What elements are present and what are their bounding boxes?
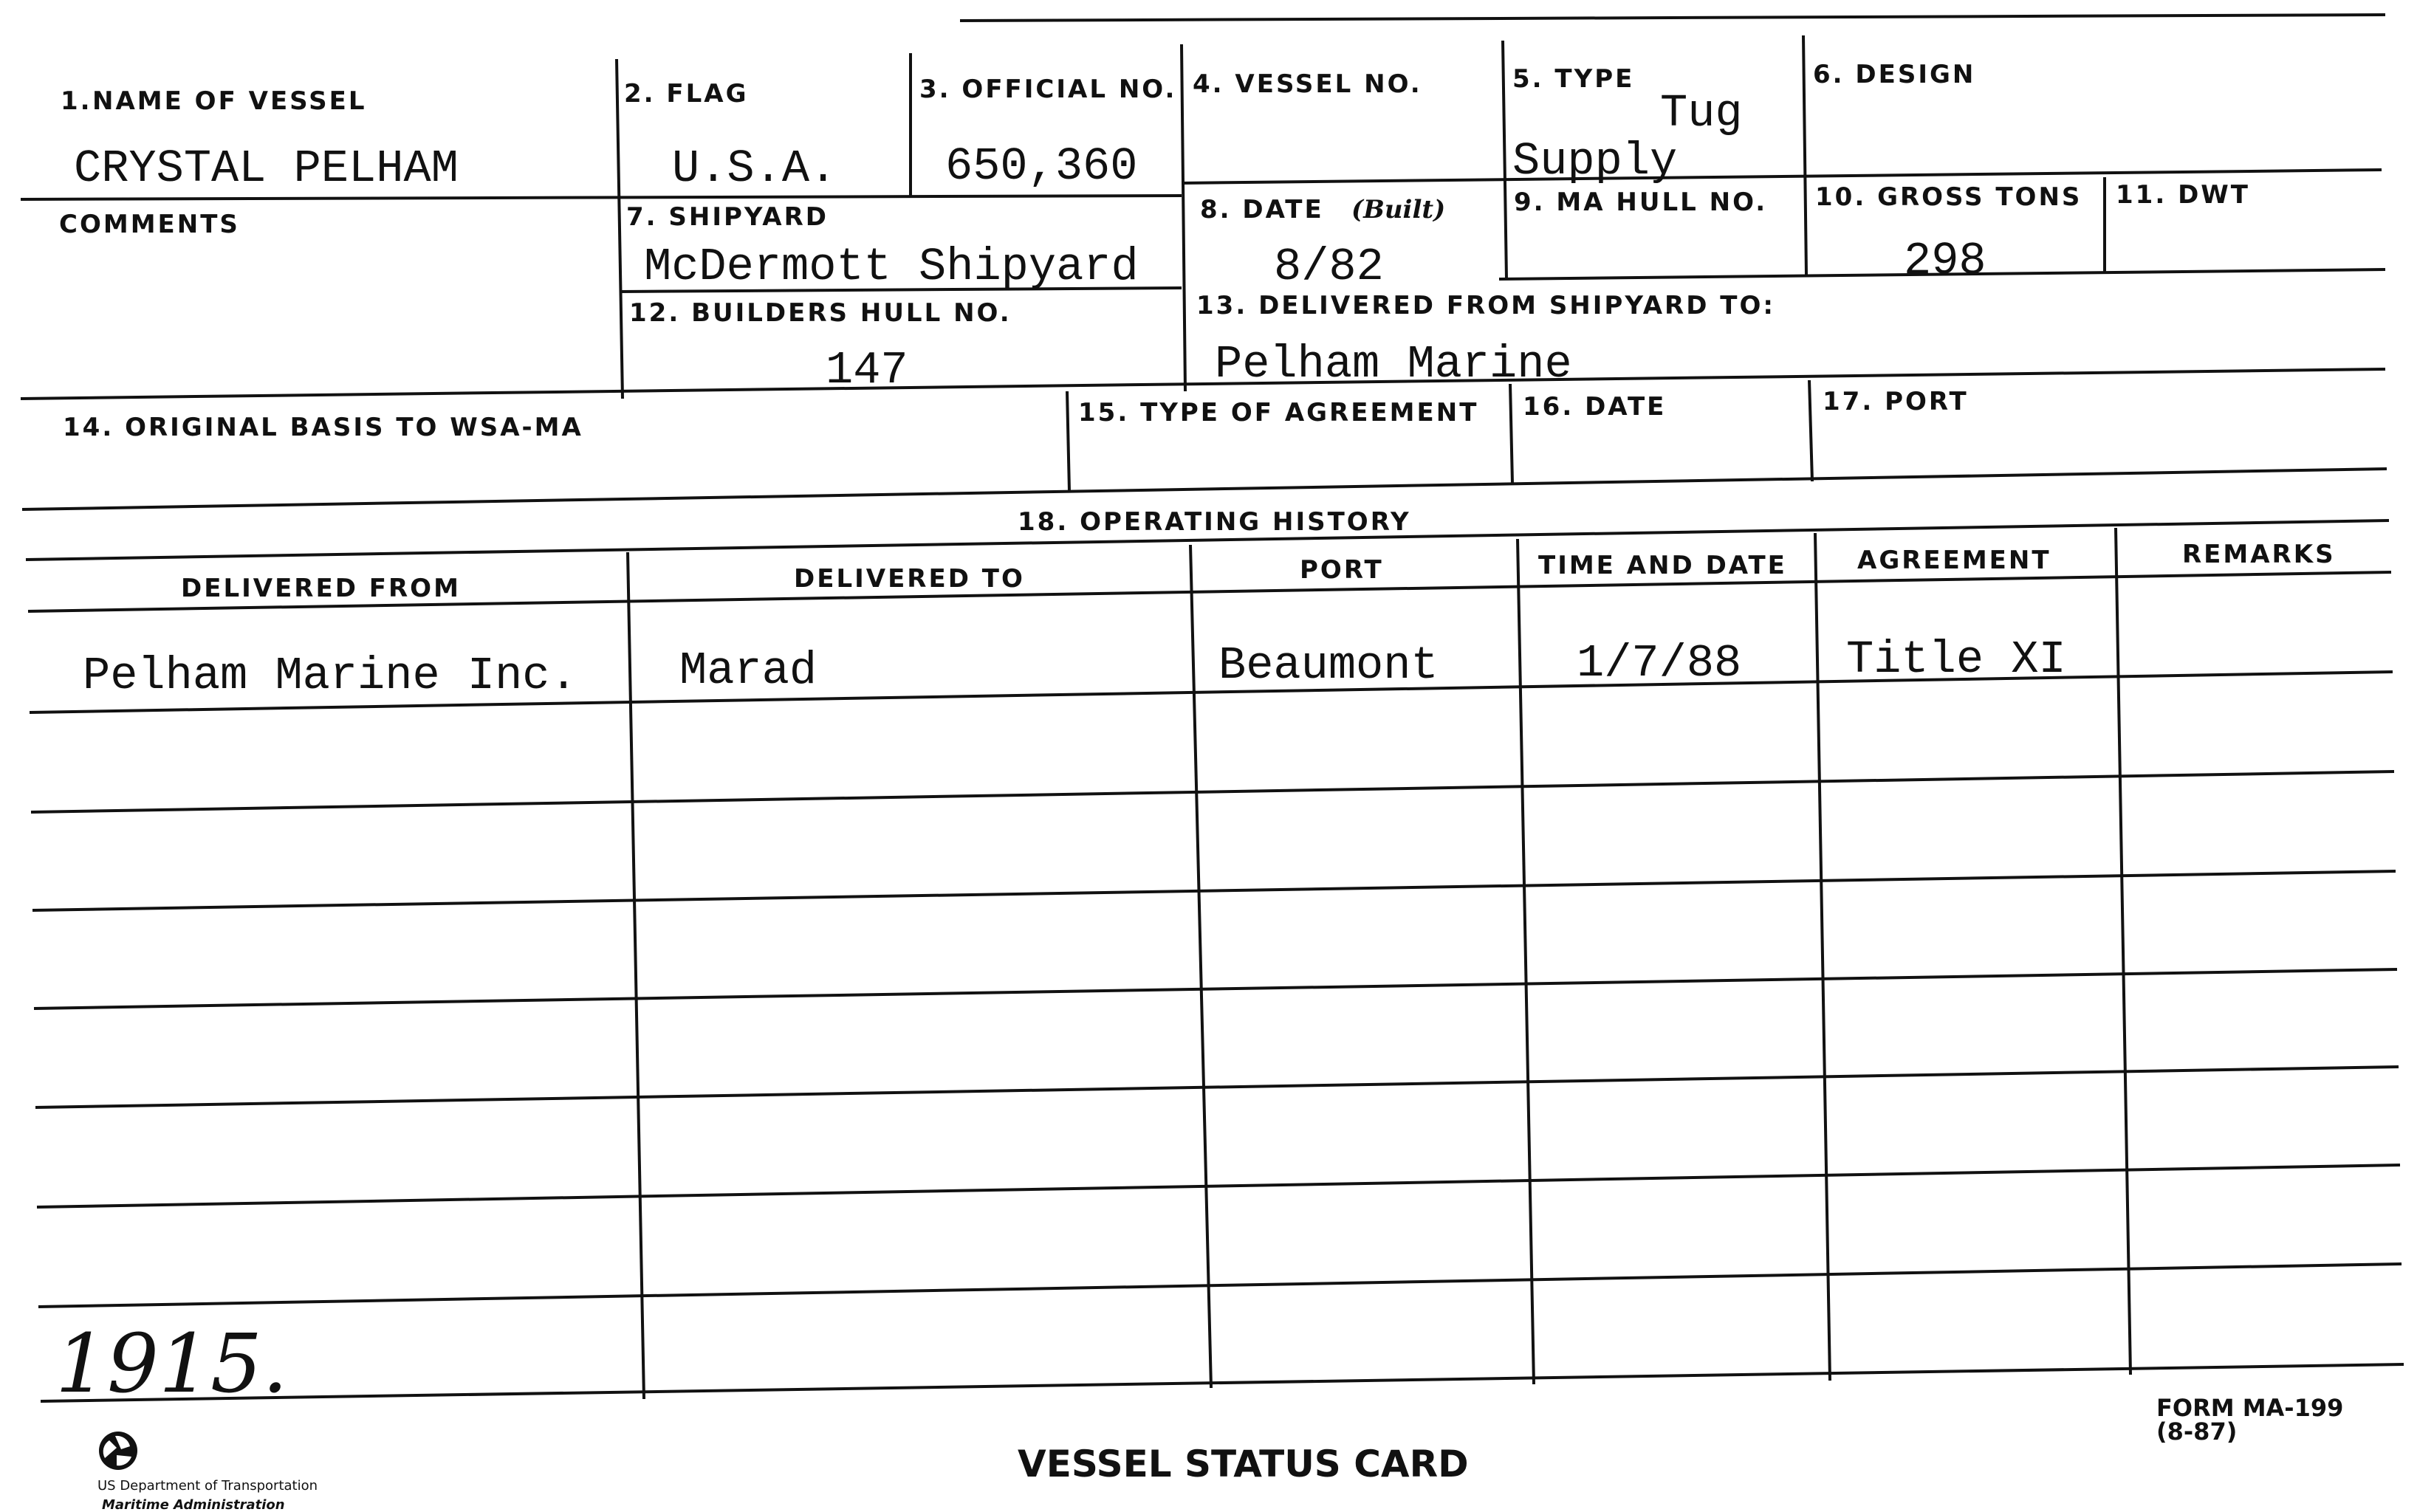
shipyard-value: McDermott Shipyard xyxy=(644,241,1139,293)
name-of-vessel-number: 1. xyxy=(61,86,92,116)
cell-port: Beaumont xyxy=(1218,639,1439,692)
name-of-vessel-value: CRYSTAL PELHAM xyxy=(74,142,459,195)
gross-tons-value: 298 xyxy=(1904,235,1986,287)
vessel-no-label: 4. VESSEL NO. xyxy=(1193,69,1422,99)
operating-history-title: 18. OPERATING HISTORY xyxy=(1018,507,1411,537)
original-basis-label: 14. ORIGINAL BASIS TO WSA-MA xyxy=(63,413,583,442)
shipyard-label: 7. SHIPYARD xyxy=(626,202,829,232)
form-date: (8-87) xyxy=(2156,1418,2238,1446)
builders-hull-no-value: 147 xyxy=(826,344,908,396)
flag-label: 2. FLAG xyxy=(624,79,749,109)
date-built-label: 8. DATE xyxy=(1200,195,1324,224)
cell-delivered-to: Marad xyxy=(679,645,817,697)
ma-hull-no-label: 9. MA HULL NO. xyxy=(1514,188,1768,217)
operating-history-column-headers xyxy=(181,540,2336,603)
col-header-remarks: REMARKS xyxy=(2182,540,2336,569)
agency-line2: Maritime Administration xyxy=(102,1497,285,1512)
type-value-line2: Supply xyxy=(1512,135,1678,188)
delivered-from-shipyard-value: Pelham Marine xyxy=(1215,338,1572,391)
col-header-delivered-to: DELIVERED TO xyxy=(794,564,1025,594)
cell-time-and-date: 1/7/88 xyxy=(1577,637,1742,690)
official-no-label: 3. OFFICIAL NO. xyxy=(919,75,1177,104)
builders-hull-no-label: 12. BUILDERS HULL NO. xyxy=(629,298,1012,328)
design-label: 6. DESIGN xyxy=(1813,60,1976,89)
col-header-time-and-date: TIME AND DATE xyxy=(1538,551,1787,580)
name-of-vessel-label: NAME OF VESSEL xyxy=(92,86,367,116)
comments-label: COMMENTS xyxy=(59,210,240,239)
type-label: 5. TYPE xyxy=(1512,64,1635,94)
card-title: VESSEL STATUS CARD xyxy=(1018,1443,1469,1485)
handwritten-note: 1915. xyxy=(55,1316,288,1411)
col-header-port: PORT xyxy=(1300,555,1384,585)
flag-value: U.S.A. xyxy=(672,142,837,195)
cell-delivered-from: Pelham Marine Inc. xyxy=(83,650,577,702)
gross-tons-label: 10. GROSS TONS xyxy=(1815,182,2082,212)
official-no-value: 650,360 xyxy=(945,140,1138,193)
dot-triskelion-logo-icon xyxy=(99,1432,137,1470)
col-header-agreement: AGREEMENT xyxy=(1857,546,2051,575)
port-17-label: 17. PORT xyxy=(1823,387,1969,416)
date-built-value: 8/82 xyxy=(1274,241,1384,293)
date-built-label-suffix: (Built) xyxy=(1351,195,1446,224)
table-row xyxy=(83,633,2066,702)
cell-agreement: Title XI xyxy=(1846,633,2066,686)
type-value-line1: Tug xyxy=(1660,87,1743,140)
col-header-delivered-from: DELIVERED FROM xyxy=(181,574,461,603)
date-16-label: 16. DATE xyxy=(1523,392,1667,422)
delivered-from-shipyard-label: 13. DELIVERED FROM SHIPYARD TO: xyxy=(1196,291,1775,320)
agency-line1: US Department of Transportation xyxy=(97,1478,318,1494)
type-of-agreement-label: 15. TYPE OF AGREEMENT xyxy=(1078,398,1479,427)
dwt-label: 11. DWT xyxy=(2116,180,2250,210)
form-number: FORM MA-199 xyxy=(2156,1394,2344,1422)
